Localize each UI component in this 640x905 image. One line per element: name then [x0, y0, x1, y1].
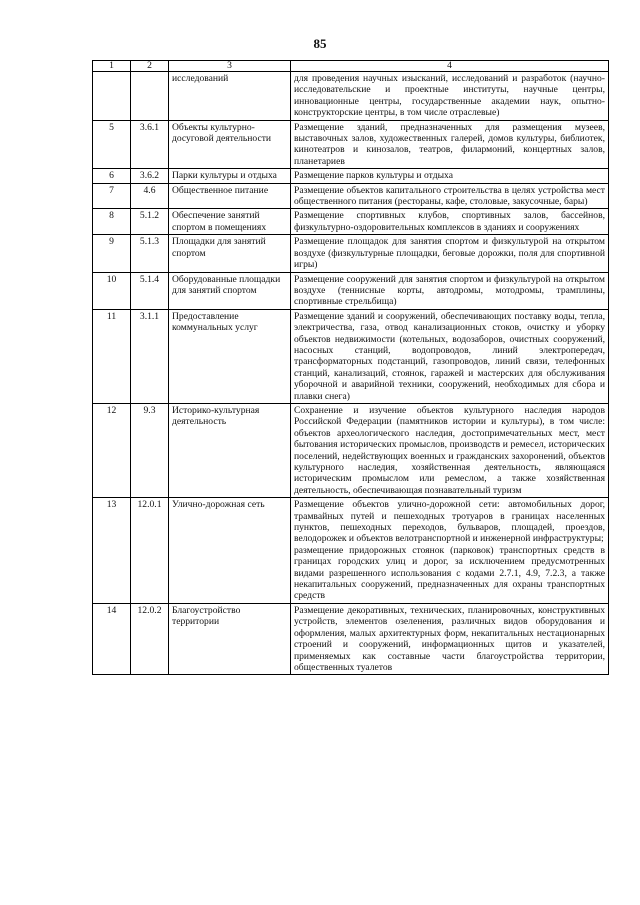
- row-name: Историко-культурная деятельность: [169, 403, 291, 497]
- table-row: [93, 183, 609, 209]
- row-code: 3.6.1: [131, 120, 169, 169]
- table-row: [93, 169, 609, 183]
- row-number: 14: [93, 603, 131, 674]
- row-number: 5: [93, 120, 131, 169]
- row-code: 5.1.2: [131, 209, 169, 235]
- column-header-2: 2: [131, 61, 169, 72]
- row-number: 12: [93, 403, 131, 497]
- row-description: Размещение зданий, предназначенных для размещения музеев, выставочных залов, художественных галерей, домов культуры, библиотек, кинотеатров и кинозалов, театров, филармоний, концертных залов, планетариев: [291, 120, 609, 169]
- page-number: 85: [313, 36, 327, 51]
- row-code: [131, 72, 169, 121]
- row-name: Благоустройство территории: [169, 603, 291, 674]
- table-row: [93, 120, 609, 169]
- row-description-part-2: размещение придорожных стоянок (парковок) транспортных средств в границах городских улиц и дорог, за исключением предусмотренных видами разрешенного использования с кодами 2.7.1, 4.9, 7.2.3, а также некапитальных сооружений, предназначенных для охраны транспортных средств: [294, 544, 605, 602]
- table-row: [93, 272, 609, 309]
- row-number: 8: [93, 209, 131, 235]
- row-description: Размещение сооружений для занятия спортом и физкультурой на открытом воздухе (теннисные корты, автодромы, мотодромы, трамплины, спортивные стрельбища): [291, 272, 609, 309]
- row-number: 13: [93, 498, 131, 604]
- row-description-part-1: Размещение объектов улично-дорожной сети: автомобильных дорог, трамвайных путей и пешеходных тротуаров в границах населенных пунктов, пешеходных переходов, бульваров, площадей, проездов, велодорожек и объектов велотранспортной и инженерной инфраструктуры;: [294, 499, 605, 545]
- land-use-table: [92, 60, 609, 675]
- row-name: Предоставление коммунальных услуг: [169, 309, 291, 403]
- table-row: [93, 72, 609, 121]
- row-number: [93, 72, 131, 121]
- row-code: 3.6.2: [131, 169, 169, 183]
- row-description: Размещение парков культуры и отдыха: [291, 169, 609, 183]
- row-description: Размещение спортивных клубов, спортивных залов, бассейнов, физкультурно-оздоровительных комплексов в зданиях и сооружениях: [291, 209, 609, 235]
- row-number: 10: [93, 272, 131, 309]
- table-row: [93, 235, 609, 272]
- row-name: Общественное питание: [169, 183, 291, 209]
- row-code: 3.1.1: [131, 309, 169, 403]
- row-number: 6: [93, 169, 131, 183]
- table-row: [93, 403, 609, 497]
- row-name: Оборудованные площадки для занятий спортом: [169, 272, 291, 309]
- row-number: 7: [93, 183, 131, 209]
- row-description: [291, 498, 609, 604]
- row-name: Площадки для занятий спортом: [169, 235, 291, 272]
- row-description: Сохранение и изучение объектов культурного наследия народов Российской Федерации (памятников истории и культуры), в том числе: объектов археологического наследия, достопримечательных мест, мест бытования исторических промыслов, производств и ремесел, исторических поселений, недействующих военных и гражданских захоронений, объектов культурного наследия, хозяйственная деятельность, являющаяся историческим промыслом или ремеслом, а также хозяйственная деятельность, обеспечивающая познавательный туризм: [291, 403, 609, 497]
- row-code: 5.1.4: [131, 272, 169, 309]
- column-header-1: 1: [93, 61, 131, 72]
- row-description: Размещение площадок для занятия спортом и физкультурой на открытом воздухе (физкультурные площадки, беговые дорожки, поля для спортивной игры): [291, 235, 609, 272]
- row-description: для проведения научных изысканий, исследований и разработок (научно-исследовательские и проектные институты, научные центры, инновационные центры, государственные академии наук, опытно-конструкторские центры, в том числе отраслевые): [291, 72, 609, 121]
- row-description: Размещение объектов капитального строительства в целях устройства мест общественного питания (рестораны, кафе, столовые, закусочные, бары): [291, 183, 609, 209]
- row-code: 9.3: [131, 403, 169, 497]
- column-header-3: 3: [169, 61, 291, 72]
- row-code: 12.0.2: [131, 603, 169, 674]
- column-header-4: 4: [291, 61, 609, 72]
- column-header-row: [93, 61, 609, 72]
- table-row: [93, 309, 609, 403]
- row-description: Размещение зданий и сооружений, обеспечивающих поставку воды, тепла, электричества, газа, отвод канализационных стоков, очистку и уборку объектов недвижимости (котельных, водозаборов, очистных сооружений, насосных станций, водопроводов, линий электропередач, трансформаторных подстанций, газопроводов, линий связи, телефонных станций, канализаций, стоянок, гаражей и мастерских для обслуживания уборочной и аварийной техники, сооружений, необходимых для сбора и плавки снега): [291, 309, 609, 403]
- table-row: [93, 498, 609, 604]
- row-name: Объекты культурно-досуговой деятельности: [169, 120, 291, 169]
- row-number: 9: [93, 235, 131, 272]
- row-code: 12.0.1: [131, 498, 169, 604]
- row-name: Парки культуры и отдыха: [169, 169, 291, 183]
- row-code: 4.6: [131, 183, 169, 209]
- row-code: 5.1.3: [131, 235, 169, 272]
- table-row: [93, 603, 609, 674]
- row-name: Обеспечение занятий спортом в помещениях: [169, 209, 291, 235]
- row-name: исследований: [169, 72, 291, 121]
- row-description: Размещение декоративных, технических, планировочных, конструктивных устройств, элементов озеленения, различных видов оборудования и оформления, малых архитектурных форм, некапитальных нестационарных строений и сооружений, информационных щитов и указателей, применяемых как составные части благоустройства территории, общественных туалетов: [291, 603, 609, 674]
- table-row: [93, 209, 609, 235]
- row-number: 11: [93, 309, 131, 403]
- row-name: Улично-дорожная сеть: [169, 498, 291, 604]
